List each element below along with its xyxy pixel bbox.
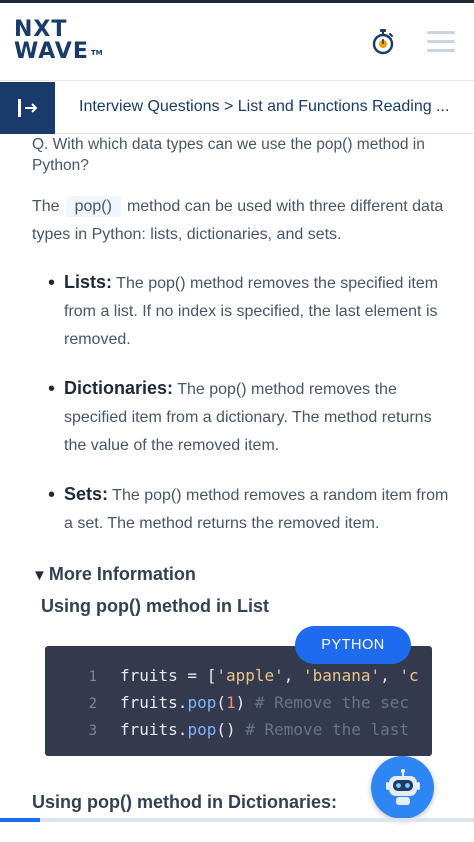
code-token: ) xyxy=(225,720,236,739)
chatbot-button[interactable] xyxy=(371,756,434,819)
language-badge: PYTHON xyxy=(295,626,411,664)
code-line xyxy=(45,716,432,743)
nxtwave-logo[interactable] xyxy=(14,19,103,64)
list-item-dictionaries xyxy=(48,374,452,460)
code-token: = [ xyxy=(177,666,217,685)
code-comment: # Remove the last xyxy=(235,720,410,739)
code-token: ( xyxy=(216,693,226,712)
question-text: Q. With which data types can we use the pop() method in Python? xyxy=(32,136,425,174)
code-text xyxy=(120,689,409,716)
code-token: . xyxy=(177,693,188,712)
bullet-text: The pop() method removes the specified item from a list. If no index is specified, the last element is removed. xyxy=(64,275,439,348)
code-token: pop xyxy=(187,693,217,712)
logo-line-2: WAVE xyxy=(14,39,89,64)
code-token: , xyxy=(380,666,400,685)
code-token: . xyxy=(177,720,188,739)
code-token: 1 xyxy=(225,693,236,712)
code-token: pop xyxy=(187,720,217,739)
code-text xyxy=(120,662,419,689)
bullet-text: The pop() method removes a random item from a set. The method returns the removed item. xyxy=(64,487,449,532)
code-line xyxy=(45,662,432,689)
code-token: fruits xyxy=(120,693,178,712)
intro-before: The xyxy=(32,198,60,215)
breadcrumb[interactable]: Interview Questions > List and Functions Reading ... xyxy=(79,98,450,115)
code-token: 'c xyxy=(399,666,419,685)
code-comment: # Remove the sec xyxy=(245,693,410,712)
code-token: , xyxy=(283,666,304,685)
inline-code-pop: pop() xyxy=(66,196,121,217)
code-line xyxy=(45,689,432,716)
logo-line-1: NXT xyxy=(14,17,68,42)
code-token: ) xyxy=(235,693,246,712)
code-text xyxy=(120,716,409,743)
more-information-toggle[interactable] xyxy=(32,564,196,585)
intro-paragraph xyxy=(32,193,452,249)
subheading-list: Using pop() method in List xyxy=(41,596,269,616)
bullet-term: Dictionaries: xyxy=(64,378,174,398)
robot-assistant-icon xyxy=(383,768,423,808)
code-token: ( xyxy=(216,720,226,739)
line-number: 1 xyxy=(88,669,97,685)
reading-progress-bar xyxy=(0,818,474,822)
code-token: fruits xyxy=(120,666,178,685)
line-number: 3 xyxy=(88,723,97,739)
app-header xyxy=(0,3,474,81)
line-number: 2 xyxy=(88,696,97,712)
triangle-down-icon: ▼ xyxy=(32,567,47,584)
intro-after: method can be used with three different data types in Python: lists, dictionaries, and sets. xyxy=(32,198,444,243)
hamburger-menu-icon[interactable] xyxy=(427,31,455,51)
sidebar-expand-icon[interactable] xyxy=(0,82,55,134)
stopwatch-icon[interactable] xyxy=(371,29,395,55)
code-token: 'banana' xyxy=(303,666,381,685)
code-token: 'apple' xyxy=(216,666,284,685)
reading-progress-fill xyxy=(0,818,40,822)
subheading-dictionaries: Using pop() method in Dictionaries: xyxy=(32,792,337,812)
bullet-text: The pop() method removes the specified item from a dictionary. The method returns the value of the removed item. xyxy=(64,381,432,454)
logo-tm: TM xyxy=(90,49,103,57)
breadcrumb-bar xyxy=(0,82,474,134)
list-item-lists xyxy=(48,268,452,354)
list-item-sets xyxy=(48,480,452,538)
bullet-term: Lists: xyxy=(64,272,113,292)
bullet-term: Sets: xyxy=(64,484,109,504)
code-token: fruits xyxy=(120,720,178,739)
more-information-label: More Information xyxy=(48,564,196,584)
